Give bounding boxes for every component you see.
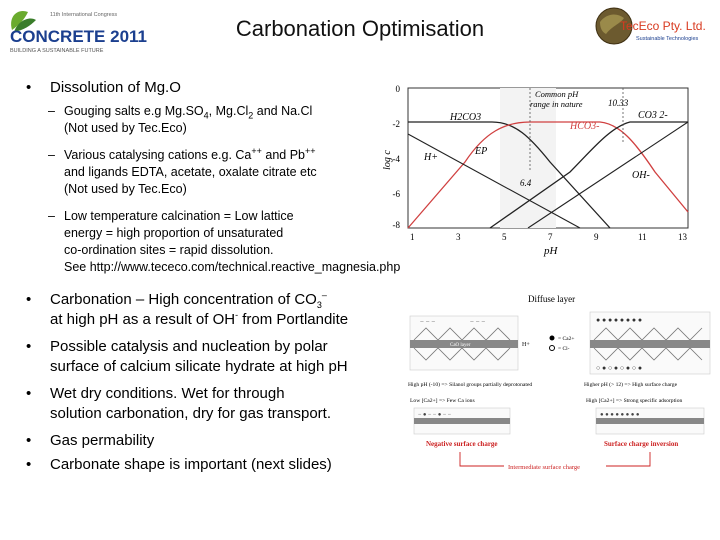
intermediate-charge-label: Intermediate surface charge bbox=[508, 464, 581, 471]
tececo-logo bbox=[592, 4, 716, 56]
legend-ca: = Ca2+ bbox=[558, 336, 575, 342]
ep-label: EP bbox=[475, 146, 488, 157]
logo-sustainable-text: Sustainable Technologies bbox=[636, 36, 699, 42]
cao-layer-label: CaO layer bbox=[450, 343, 471, 348]
svg-text:● ● ● ● ● ● ● ●: ● ● ● ● ● ● ● ● bbox=[596, 316, 643, 324]
bullet-text: at high pH as a result of OH- from Portlandite bbox=[50, 310, 349, 328]
common-ph-range-band bbox=[500, 88, 556, 228]
left-ph-caption: High pH (-10) => Silanol groups partially deprotonated bbox=[408, 382, 533, 388]
h-plus-label: H+ bbox=[424, 152, 438, 163]
sub-bullet-text: and ligands EDTA, acetate, oxalate citrate etc bbox=[64, 165, 317, 179]
dash: – bbox=[48, 148, 55, 162]
legend-cl: = Cl- bbox=[558, 346, 570, 352]
surface-charge-figure bbox=[400, 290, 718, 488]
bullet-dot: • bbox=[26, 338, 32, 355]
bullet-text: Wet dry conditions. Wet for through bbox=[50, 385, 285, 402]
page-title: Carbonation Optimisation bbox=[235, 16, 485, 41]
svg-text:○ ● ○ ● ○ ● ○ ●: ○ ● ○ ● ○ ● ○ ● bbox=[596, 364, 643, 372]
pk1-label: 6.4 bbox=[520, 178, 532, 188]
right-ca-caption: High [Ca2+] => Strong specific adsorption bbox=[586, 398, 683, 404]
left-ca-caption: Low [Ca2+] => Few Ca ions bbox=[410, 398, 475, 404]
bullet-text: surface of calcium silicate hydrate at high pH bbox=[50, 358, 348, 375]
y-tick: -4 bbox=[392, 154, 400, 164]
x-tick: 11 bbox=[638, 232, 647, 242]
y-tick: -2 bbox=[392, 119, 400, 129]
concrete-2011-logo bbox=[4, 2, 154, 58]
sub-bullet-text: (Not used by Tec.Eco) bbox=[64, 121, 187, 135]
sub-bullet-text: (Not used by Tec.Eco) bbox=[64, 182, 187, 196]
bullet-text: Dissolution of Mg.O bbox=[50, 79, 181, 96]
bullet-text: Carbonate shape is important (next slides) bbox=[50, 456, 332, 473]
y-tick: 0 bbox=[395, 84, 400, 94]
svg-text:− − −: − − − bbox=[470, 318, 486, 326]
svg-text:● ● ● ● ● ● ● ●: ● ● ● ● ● ● ● ● bbox=[600, 412, 640, 418]
x-tick: 1 bbox=[410, 232, 415, 242]
arrow-left bbox=[460, 452, 504, 466]
bullet-dot: • bbox=[26, 291, 32, 308]
h2co3-label: H2CO3 bbox=[450, 112, 482, 123]
right-ph-caption: Higher pH (> 12) => High surface charge bbox=[584, 382, 678, 388]
right-panel bbox=[590, 312, 710, 374]
logo-tagline: BUILDING A SUSTAINABLE FUTURE bbox=[10, 48, 104, 54]
bullet-text: Possible catalysis and nucleation by polar bbox=[50, 338, 328, 355]
diffuse-layer-label: Diffuse layer bbox=[528, 294, 576, 304]
legend bbox=[550, 336, 575, 353]
bullet-text: solution carbonation, dry for gas transport. bbox=[50, 405, 331, 422]
left-panel bbox=[410, 316, 518, 370]
sub-bullet-text: energy = high proportion of unsaturated bbox=[64, 226, 284, 240]
x-tick: 13 bbox=[678, 232, 687, 242]
y-tick: -8 bbox=[392, 220, 400, 230]
y-axis-label: log c bbox=[382, 150, 393, 170]
h-plus-label: H+ bbox=[522, 342, 530, 348]
dash: – bbox=[48, 104, 55, 118]
bottom-right-panel bbox=[596, 408, 704, 434]
dash: – bbox=[48, 209, 55, 223]
pk2-label: 10.33 bbox=[608, 98, 629, 108]
co3-label: CO3 2- bbox=[638, 110, 668, 121]
logo-small-top: 11th International Congress bbox=[50, 12, 118, 18]
y-tick: -6 bbox=[392, 189, 400, 199]
sub-bullet-link[interactable]: See http://www.tececo.com/technical.reactive_magnesia.php bbox=[64, 260, 401, 274]
bullet-text: Carbonation – High concentration of $CO_3^-$ bbox=[50, 290, 327, 310]
arrow-right bbox=[606, 452, 650, 466]
x-tick: 5 bbox=[502, 232, 507, 242]
x-tick: 7 bbox=[548, 232, 553, 242]
range-label: range in nature bbox=[530, 99, 583, 109]
bullet-dot: • bbox=[26, 385, 32, 402]
charge-inversion-label: Surface charge inversion bbox=[604, 440, 679, 448]
sub-bullet-text: Gouging salts e.g $Mg.SO_4$, $Mg.Cl_2$ and Na.Cl bbox=[64, 104, 313, 121]
oh-minus-label: OH- bbox=[632, 170, 650, 181]
negative-charge-label: Negative surface charge bbox=[426, 440, 498, 448]
carbonate-speciation-figure bbox=[380, 82, 710, 264]
bullet-dot: • bbox=[26, 432, 32, 449]
sub-bullet-text: Low temperature calcination = Low lattice bbox=[64, 209, 294, 223]
svg-text:− − −: − − − bbox=[420, 318, 436, 326]
sub-bullet-text: Various catalysing cations e.g. Ca++ and Pb++ bbox=[64, 145, 316, 162]
logo-concrete-text: CONCRETE 2011 bbox=[10, 27, 147, 46]
sub-bullet-text: co-ordination sites = rapid dissolution. bbox=[64, 243, 274, 257]
bullet-dot: • bbox=[26, 79, 32, 96]
bottom-left-panel bbox=[414, 408, 510, 434]
svg-text:− ● − − ● − −: − ● − − ● − − bbox=[418, 412, 452, 418]
x-axis-label: pH bbox=[544, 245, 558, 257]
logo-tececo-text: TecEco Pty. Ltd. bbox=[620, 19, 706, 33]
bullet-dot: • bbox=[26, 456, 32, 473]
hco3-label: HCO3- bbox=[570, 121, 600, 132]
x-tick: 9 bbox=[594, 232, 599, 242]
x-tick: 3 bbox=[456, 232, 461, 242]
bullet-text: Gas permability bbox=[50, 432, 155, 449]
common-ph-label: Common pH bbox=[535, 89, 579, 99]
